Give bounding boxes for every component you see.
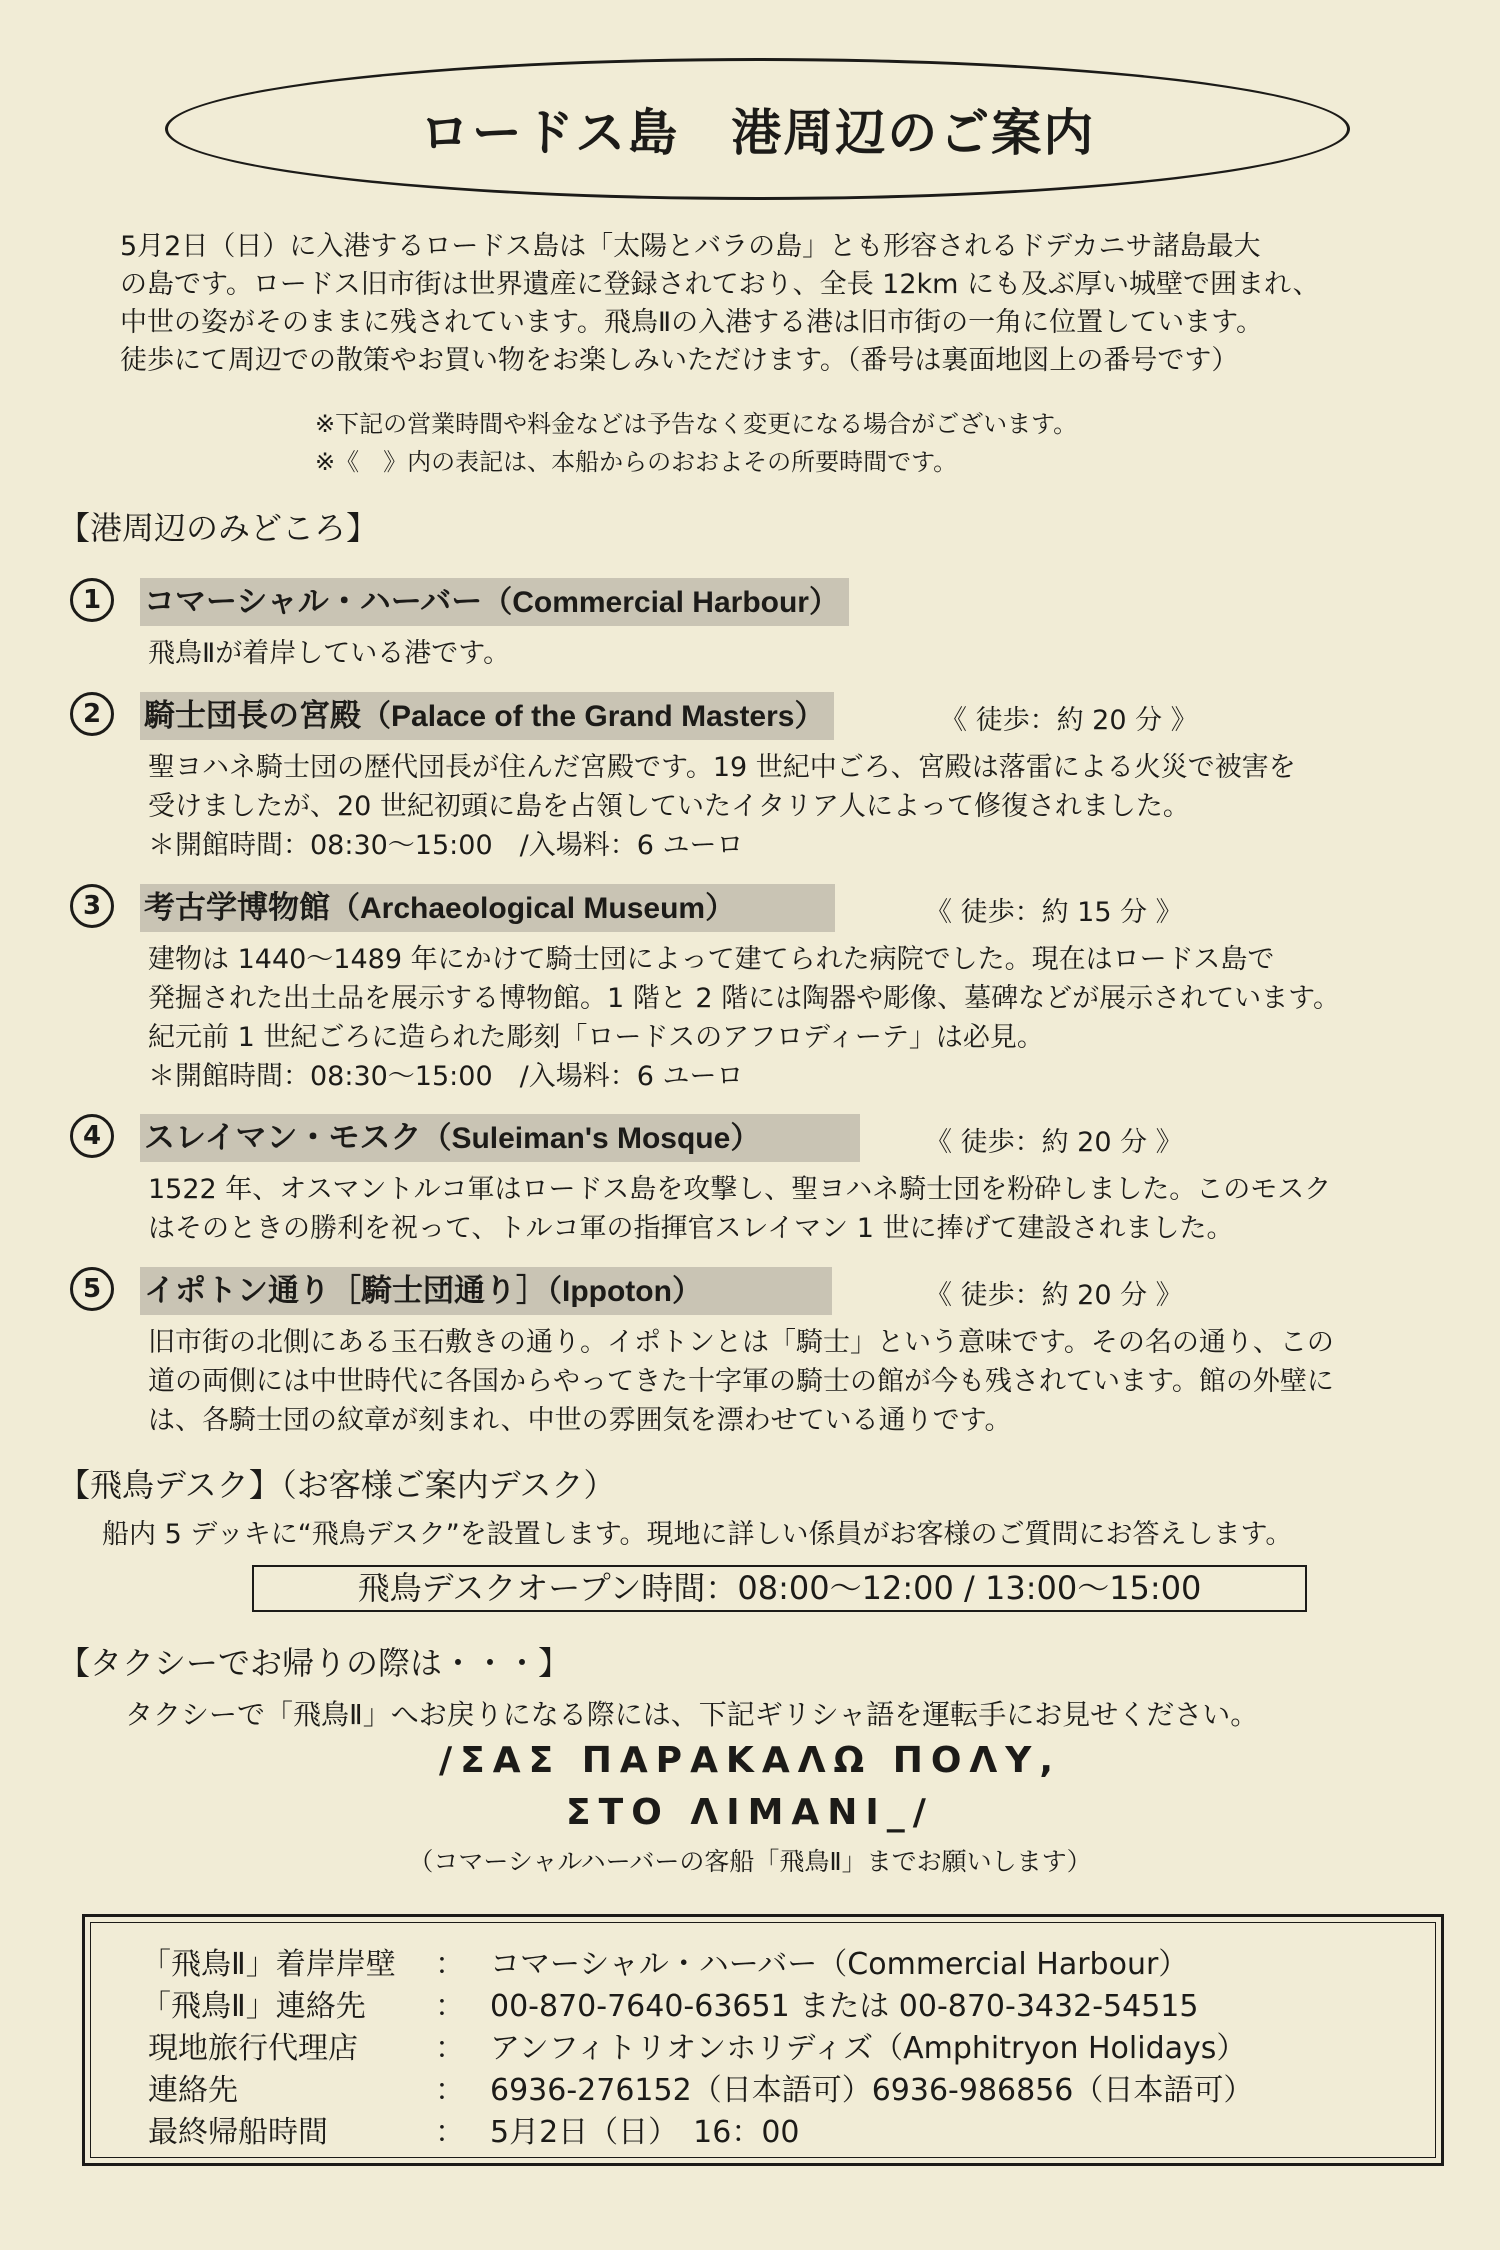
spot-text: 建物は 1440～1489 年にかけて騎士団によって建てられた病院でした。現在はロードス島で bbox=[148, 944, 1275, 975]
spot-title bbox=[140, 884, 835, 932]
number-badge: 3 bbox=[70, 884, 114, 928]
spot-text: 発掘された出土品を展示する博物館。1 階と 2 階には陶器や彫像、墓碑などが展示されています。 bbox=[148, 983, 1340, 1014]
info-value: 6936-276152（日本語可）6936-986856（日本語可） bbox=[490, 2073, 1254, 2108]
spot-description bbox=[148, 748, 1460, 865]
walk-time: 《 徒歩：約 20 分 》 bbox=[925, 1127, 1183, 1158]
number-badge: 5 bbox=[70, 1267, 114, 1311]
desk-hours-box: 飛鳥デスクオープン時間：08:00～12:00 / 13:00～15:00 bbox=[252, 1565, 1307, 1612]
info-box bbox=[82, 1914, 1444, 2166]
info-colon: ： bbox=[435, 1947, 465, 1982]
spot-text: 道の両側には中世時代に各国からやってきた十字軍の騎士の館が今も残されています。館の外壁に bbox=[148, 1366, 1334, 1397]
walk-time: 《 徒歩：約 20 分 》 bbox=[925, 1280, 1183, 1311]
spot-text: はそのときの勝利を祝って、トルコ軍の指揮官スレイマン 1 世に捧げて建設されました。 bbox=[148, 1213, 1234, 1244]
taxi-heading: 【タクシーでお帰りの際は・・・】 bbox=[58, 1644, 571, 1682]
spot-hours: ＊開館時間：08:30～15:00 /入場料：6 ユーロ bbox=[148, 830, 744, 861]
greek-phrase-line2: ΣΤΟ ΛΙΜΑΝΙ_/ bbox=[566, 1792, 934, 1833]
walk-time: 《 徒歩：約 15 分 》 bbox=[925, 897, 1183, 928]
info-label: 最終帰船時間 bbox=[148, 2115, 328, 2150]
info-colon: ： bbox=[435, 2031, 465, 2066]
spot-description bbox=[148, 1323, 1460, 1440]
spot-text: 旧市街の北側にある玉石敷きの通り。イポトンとは「騎士」という意味です。その名の通り、この bbox=[148, 1327, 1334, 1358]
walk-time: 《 徒歩：約 20 分 》 bbox=[940, 705, 1198, 736]
desk-heading: 【飛鳥デスク】（お客様ご案内デスク） bbox=[58, 1466, 616, 1504]
number-badge: 4 bbox=[70, 1114, 114, 1158]
info-label: 「飛鳥Ⅱ」連絡先 bbox=[141, 1989, 366, 2024]
spot-text: は、各騎士団の紋章が刻まれ、中世の雰囲気を漂わせている通りです。 bbox=[148, 1405, 1012, 1436]
spot-item bbox=[70, 692, 1460, 865]
intro-line: 中世の姿がそのままに残されています。飛鳥Ⅱの入港する港は旧市街の一角に位置しています。 bbox=[120, 307, 1263, 338]
spot-description bbox=[148, 1170, 1460, 1248]
spot-title bbox=[140, 578, 849, 626]
greek-phrase-line1: /ΣΑΣ ΠΑΡΑΚΑΛΩ ΠΟΛΥ, bbox=[438, 1740, 1062, 1781]
spot-text: 1522 年、オスマントルコ軍はロードス島を攻撃し、聖ヨハネ騎士団を粉砕しました。このモスク bbox=[148, 1174, 1332, 1205]
info-label: 連絡先 bbox=[148, 2073, 238, 2108]
info-value: 00-870-7640-63651 または 00-870-3432-54515 bbox=[490, 1989, 1199, 2024]
intro-line: 5月2日（日）に入港するロードス島は「太陽とバラの島」とも形容されるドデカニサ諸島最大 bbox=[120, 231, 1261, 262]
sights-heading: 【港周辺のみどころ】 bbox=[58, 509, 379, 547]
spot-text: 紀元前 1 世紀ごろに造られた彫刻「ロードスのアフロディーテ」は必見。 bbox=[148, 1022, 1044, 1053]
info-colon: ： bbox=[435, 2115, 465, 2150]
spot-text: 飛鳥Ⅱが着岸している港です。 bbox=[148, 638, 511, 669]
page-title: ロードス島 港周辺のご案内 bbox=[419, 104, 1096, 162]
info-value: 5月2日（日） 16：00 bbox=[490, 2115, 800, 2150]
taxi-note: （コマーシャルハーバーの客船「飛鳥Ⅱ」までお願いします） bbox=[408, 1847, 1092, 1876]
taxi-text: タクシーで「飛鳥Ⅱ」へお戻りになる際には、下記ギリシャ語を運転手にお見せください。 bbox=[125, 1698, 1259, 1731]
spot-item bbox=[70, 1267, 1460, 1440]
spot-title bbox=[140, 1114, 860, 1162]
intro-line: 徒歩にて周辺での散策やお買い物をお楽しみいただけます。（番号は裏面地図上の番号です） bbox=[120, 345, 1239, 376]
spot-title bbox=[140, 1267, 832, 1315]
spot-title-en: （Archaeological Museum） bbox=[330, 892, 736, 925]
spot-text: 聖ヨハネ騎士団の歴代団長が住んだ宮殿です。19 世紀中ごろ、宮殿は落雷による火災で被害を bbox=[148, 752, 1296, 783]
spot-hours: ＊開館時間：08:30～15:00 /入場料：6 ユーロ bbox=[148, 1061, 744, 1092]
spot-item bbox=[70, 884, 1460, 1096]
info-label: 「飛鳥Ⅱ」着岸岸壁 bbox=[141, 1947, 396, 1982]
note-line: ※《 》内の表記は、本船からのおおよその所要時間です。 bbox=[315, 448, 958, 476]
spot-item bbox=[70, 578, 1460, 673]
number-badge: 1 bbox=[70, 578, 114, 622]
info-colon: ： bbox=[435, 2073, 465, 2108]
note-line: ※下記の営業時間や料金などは予告なく変更になる場合がございます。 bbox=[315, 410, 1078, 438]
spot-title-en: （Palace of the Grand Masters） bbox=[361, 700, 825, 733]
intro-paragraph bbox=[120, 228, 1410, 380]
spot-description bbox=[148, 940, 1460, 1096]
spot-text: 受けましたが、20 世紀初頭に島を占領していたイタリア人によって修復されました。 bbox=[148, 791, 1190, 822]
spot-title-jp: イポトン通り［騎士団通り］ bbox=[144, 1273, 547, 1309]
info-value: コマーシャル・ハーバー（Commercial Harbour） bbox=[490, 1947, 1189, 1982]
spot-title-jp: スレイマン・モスク bbox=[144, 1120, 422, 1156]
spot-title-en: （Commercial Harbour） bbox=[482, 586, 839, 619]
spot-title-jp: 考古学博物館 bbox=[144, 890, 330, 926]
title-oval bbox=[165, 58, 1350, 200]
intro-line: の島です。ロードス旧市街は世界遺産に登録されており、全長 12km にも及ぶ厚い城壁で囲まれ、 bbox=[120, 269, 1320, 300]
info-value: アンフィトリオンホリディズ（Amphitryon Holidays） bbox=[490, 2031, 1247, 2066]
spot-title-en: （Ippoton） bbox=[547, 1275, 702, 1308]
desk-text: 船内 5 デッキに“飛鳥デスク”を設置します。現地に詳しい係員がお客様のご質問にお答えします。 bbox=[102, 1519, 1293, 1550]
spot-title-jp: コマーシャル・ハーバー bbox=[144, 584, 483, 620]
number-badge: 2 bbox=[70, 692, 114, 736]
notes bbox=[315, 405, 1315, 481]
info-label: 現地旅行代理店 bbox=[148, 2031, 358, 2066]
info-colon: ： bbox=[435, 1989, 465, 2024]
spot-title-jp: 騎士団長の宮殿 bbox=[144, 698, 361, 734]
spot-title bbox=[140, 692, 834, 740]
spot-description bbox=[148, 634, 1460, 673]
spot-title-en: （Suleiman's Mosque） bbox=[421, 1122, 761, 1155]
spot-item bbox=[70, 1114, 1460, 1248]
